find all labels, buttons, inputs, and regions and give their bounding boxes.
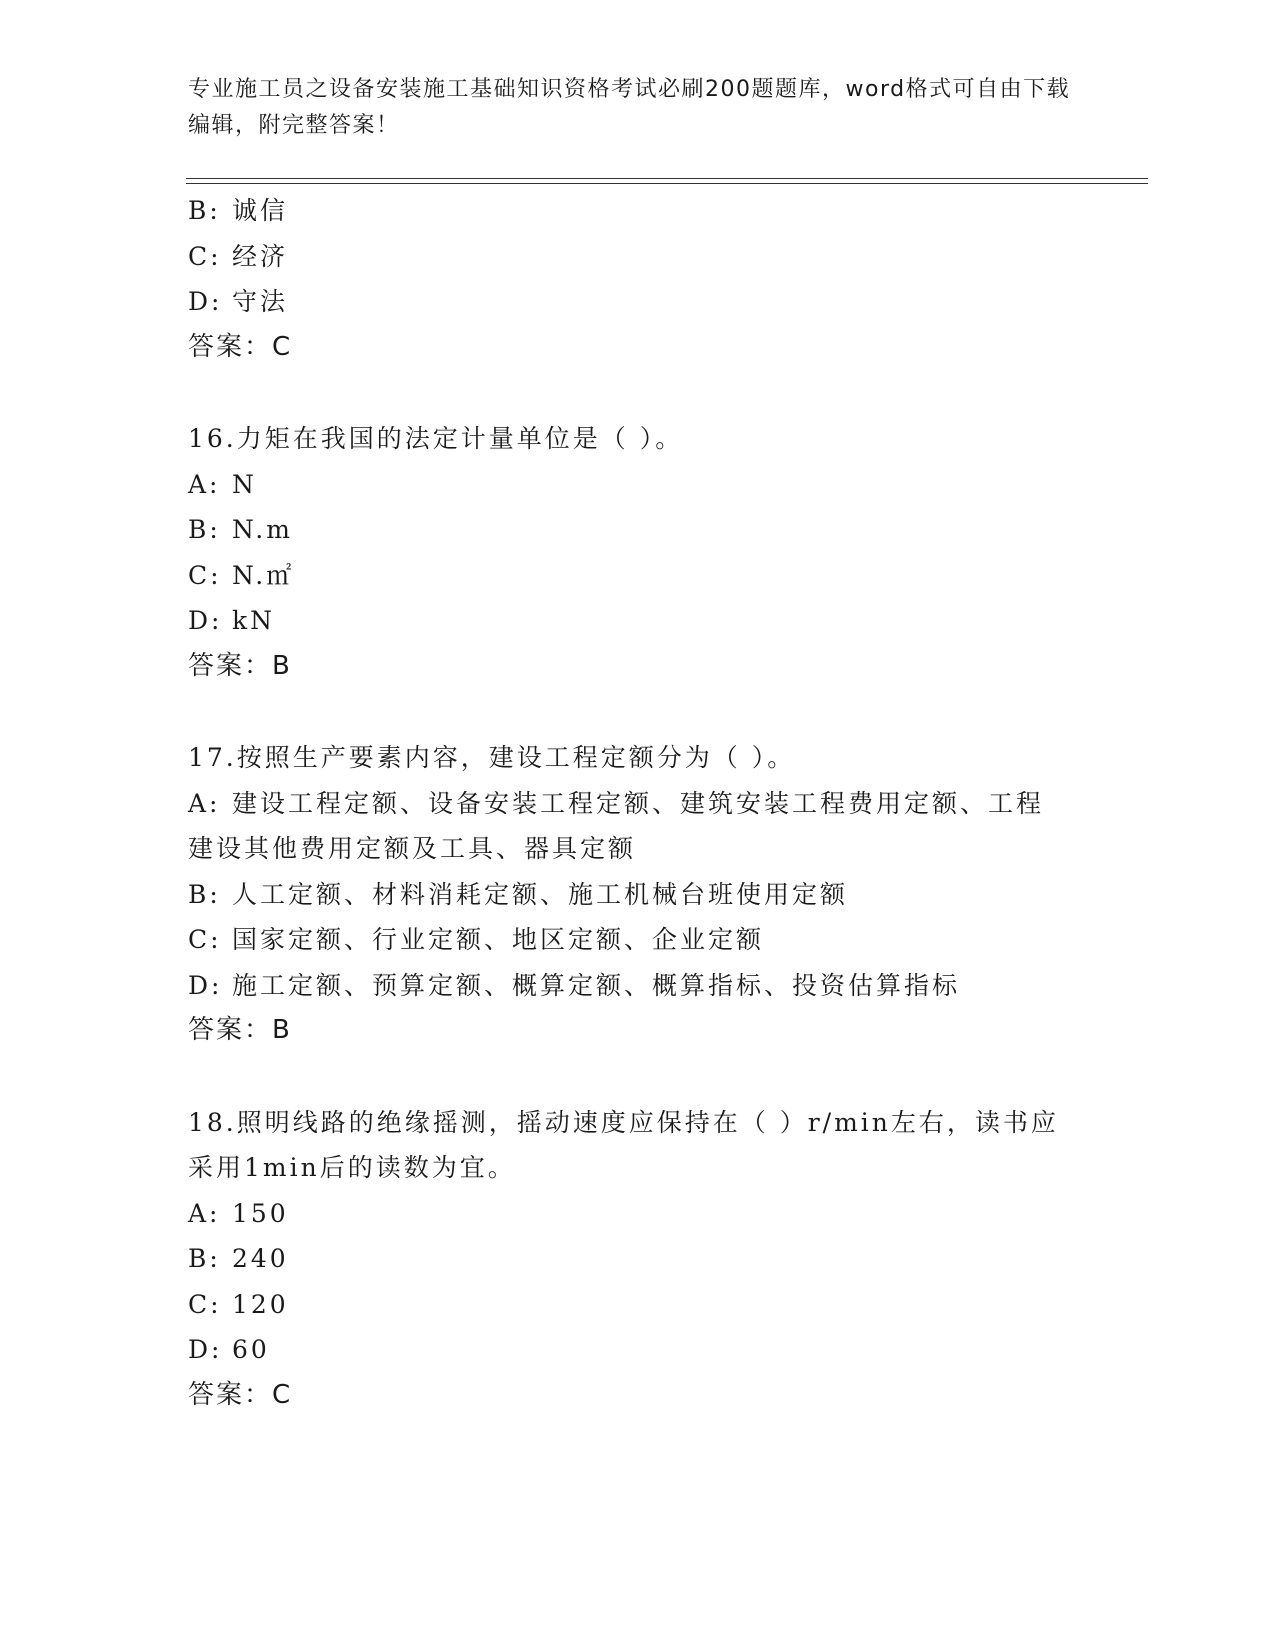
option-text: 守法 bbox=[232, 287, 289, 316]
question-block-15 bbox=[188, 188, 1088, 370]
question-block-18 bbox=[188, 1100, 1088, 1419]
option-prefix: C: bbox=[188, 925, 222, 954]
option-a bbox=[188, 462, 1088, 508]
option-text: 120 bbox=[232, 1289, 289, 1319]
option-c bbox=[188, 1282, 1088, 1328]
option-prefix: A: bbox=[188, 1198, 221, 1228]
option-prefix: C: bbox=[188, 560, 222, 590]
question-list bbox=[188, 188, 1088, 1418]
header-divider bbox=[186, 178, 1148, 184]
option-text: N.㎡ bbox=[232, 560, 295, 590]
option-d bbox=[188, 598, 1088, 644]
option-text: 60 bbox=[232, 1335, 270, 1364]
question-text: 18.照明线路的绝缘摇测，摇动速度应保持在（ ）r/min左右，读书应采用1min后的读数为宜。 bbox=[188, 1107, 1059, 1182]
option-c bbox=[188, 234, 1088, 280]
answer-line: 答案：C bbox=[188, 331, 293, 362]
option-prefix: B: bbox=[188, 196, 221, 225]
option-text: N.m bbox=[232, 515, 293, 544]
question-block-17 bbox=[188, 735, 1088, 1054]
option-text: 经济 bbox=[232, 241, 289, 271]
answer-line: 答案：B bbox=[188, 650, 292, 681]
spacer bbox=[188, 689, 1088, 735]
answer-line: 答案：C bbox=[188, 1379, 293, 1410]
option-text: 人工定额、材料消耗定额、施工机械台班使用定额 bbox=[232, 879, 849, 909]
option-prefix: B: bbox=[188, 1244, 221, 1273]
option-text: 国家定额、行业定额、地区定额、企业定额 bbox=[232, 925, 765, 954]
spacer bbox=[188, 1054, 1088, 1100]
option-b bbox=[188, 507, 1088, 553]
question-text: 17.按照生产要素内容，建设工程定额分为（ ）。 bbox=[188, 743, 796, 772]
option-prefix: C: bbox=[188, 241, 222, 271]
spacer bbox=[188, 370, 1088, 416]
option-text: 150 bbox=[232, 1198, 289, 1228]
option-prefix: D: bbox=[188, 287, 223, 316]
answer-line: 答案：B bbox=[188, 1015, 292, 1045]
option-c bbox=[188, 553, 1088, 599]
option-c bbox=[188, 917, 1088, 963]
option-prefix: A: bbox=[188, 788, 221, 818]
option-b bbox=[188, 1236, 1088, 1282]
option-prefix: A: bbox=[188, 469, 221, 499]
question-text: 16.力矩在我国的法定计量单位是（ ）。 bbox=[188, 424, 684, 453]
option-prefix: D: bbox=[188, 970, 223, 1000]
option-a bbox=[188, 1191, 1088, 1237]
option-d bbox=[188, 279, 1088, 325]
question-block-16 bbox=[188, 416, 1088, 689]
option-prefix: B: bbox=[188, 879, 221, 909]
option-prefix: D: bbox=[188, 1335, 223, 1364]
option-prefix: D: bbox=[188, 606, 223, 635]
document-header-title: 专业施工员之设备安装施工基础知识资格考试必刷200题题库，word格式可自由下载编辑，附完整答案！ bbox=[188, 77, 1071, 138]
option-text: kN bbox=[232, 606, 276, 635]
option-d bbox=[188, 963, 1088, 1009]
option-b bbox=[188, 188, 1088, 234]
option-a bbox=[188, 781, 1048, 872]
option-text: 施工定额、预算定额、概算定额、概算指标、投资估算指标 bbox=[232, 970, 961, 1000]
option-text: N bbox=[232, 469, 257, 499]
option-text: 建设工程定额、设备安装工程定额、建筑安装工程费用定额、工程建设其他费用定额及工具、器具定额 bbox=[188, 788, 1045, 863]
option-text: 240 bbox=[232, 1244, 289, 1273]
option-prefix: C: bbox=[188, 1289, 222, 1319]
option-d bbox=[188, 1327, 1088, 1373]
option-prefix: B: bbox=[188, 515, 221, 544]
option-b bbox=[188, 872, 1088, 918]
option-text: 诚信 bbox=[232, 196, 289, 225]
